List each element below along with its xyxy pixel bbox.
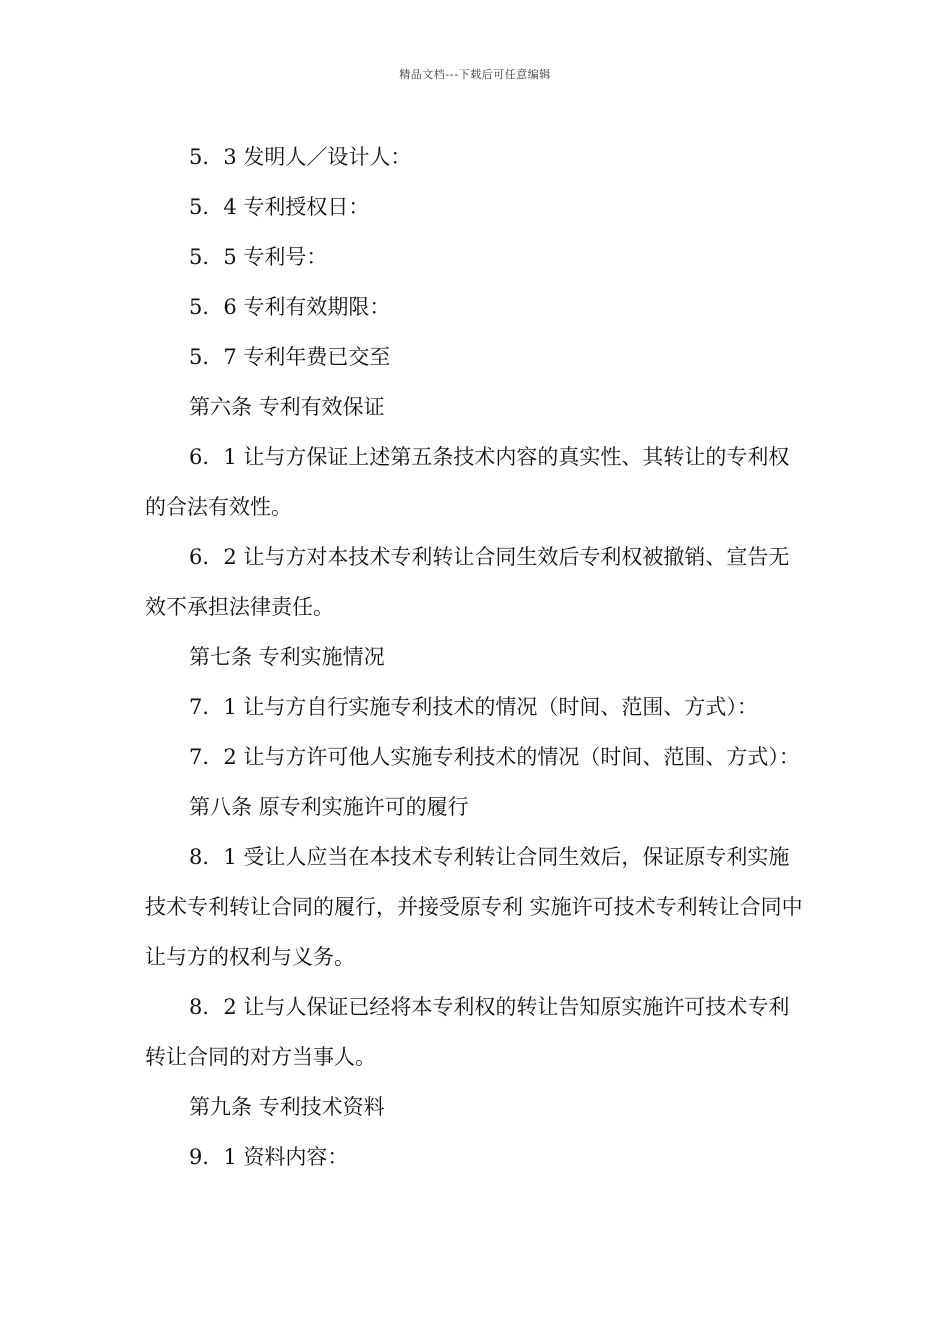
article-7-heading: 第七条 专利实施情况 — [189, 645, 385, 669]
article-8-heading: 第八条 原专利实施许可的履行 — [189, 795, 469, 819]
article-9-heading: 第九条 专利技术资料 — [189, 1095, 385, 1119]
document-body — [145, 132, 805, 1182]
clause-5-6: 5．6 专利有效期限： — [189, 295, 391, 319]
clause-5-5: 5．5 专利号： — [189, 245, 328, 269]
clause-8-1: 8．1 受让人应当在本技术专利转让合同生效后，保证原专利实施技术专利转让合同的履行，并接受原专利 实施许可技术专利转让合同中让与方的权利与义务。 — [145, 845, 803, 969]
page-header: 精品文档---下载后可任意编辑 — [399, 68, 551, 81]
clause-9-1: 9．1 资料内容： — [189, 1145, 349, 1169]
clause-7-1: 7．1 让与方自行实施专利技术的情况（时间、范围、方式）： — [189, 695, 758, 719]
clause-6-2: 6．2 让与方对本技术专利转让合同生效后专利权被撤销、宣告无效不承担法律责任。 — [145, 545, 790, 619]
clause-5-7: 5．7 专利年费已交至 — [189, 345, 391, 369]
article-6-heading: 第六条 专利有效保证 — [189, 395, 385, 419]
clause-5-3: 5．3 发明人／设计人： — [189, 145, 412, 169]
clause-5-4: 5．4 专利授权日： — [189, 195, 370, 219]
clause-6-1: 6．1 让与方保证上述第五条技术内容的真实性、其转让的专利权的合法有效性。 — [145, 445, 790, 519]
clause-8-2: 8．2 让与人保证已经将本专利权的转让告知原实施许可技术专利转让合同的对方当事人。 — [145, 995, 790, 1069]
clause-7-2: 7．2 让与方许可他人实施专利技术的情况（时间、范围、方式）： — [189, 745, 800, 769]
